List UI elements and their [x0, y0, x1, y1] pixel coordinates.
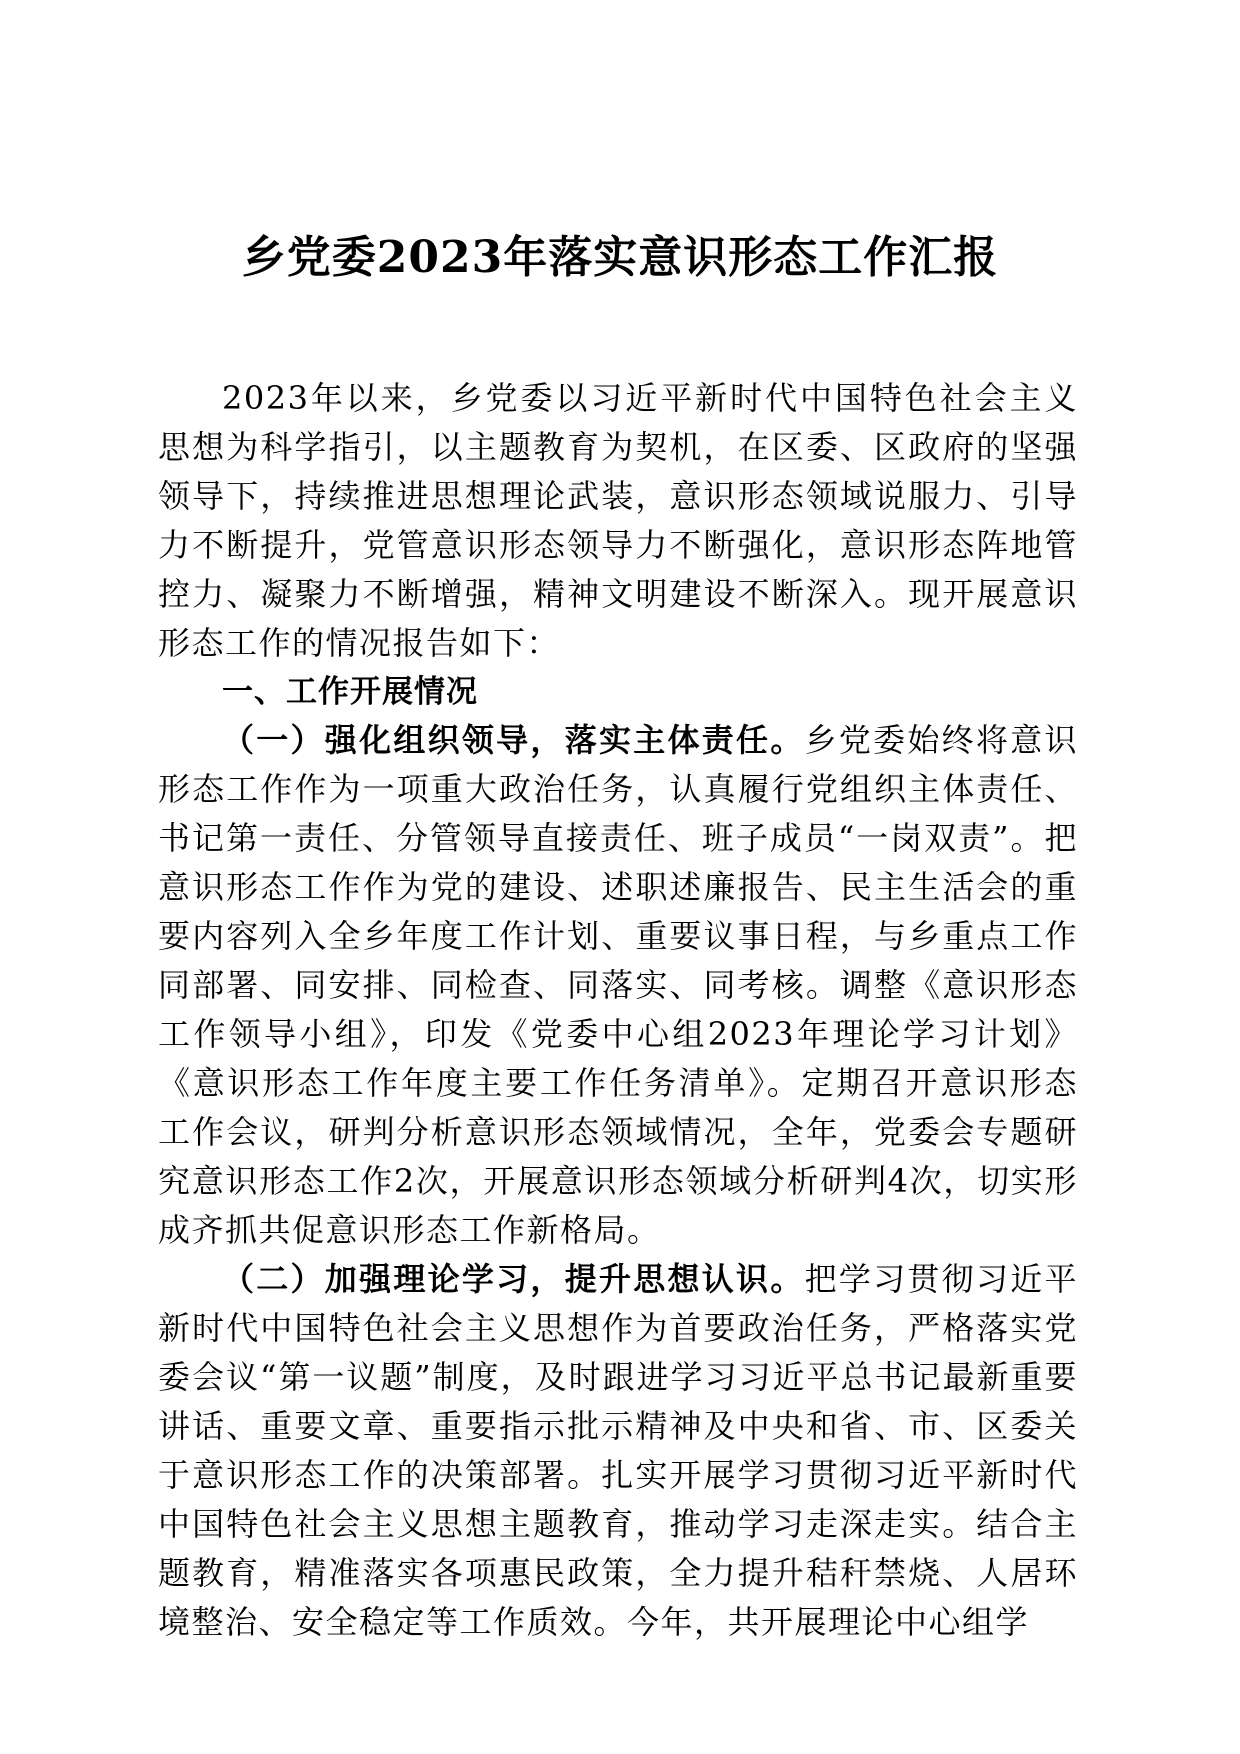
item-text-theory-study: 把学习贯彻习近平新时代中国特色社会主义思想作为首要政治任务，严格落实党委会议“第一议题”制度，及时跟进学习习近平总书记最新重要讲话、重要文章、重要指示批示精神及中央和省、市、区委关于意识形态工作的决策部署。扎实开展学习贯彻习近平新时代中国特色社会主义思想主题教育，推动学习走深走实。结合主题教育，精准落实各项惠民政策，全力提升秸秆禁烧、人居环境整治、安全稳定等工作质效。今年，共开展理论中心组学 — [158, 1260, 1078, 1641]
section-heading-work-progress: 一、工作开展情况 — [222, 674, 478, 710]
item-paragraph-organization-leadership — [158, 716, 1078, 1255]
intro-paragraph: 2023年以来，乡党委以习近平新时代中国特色社会主义思想为科学指引，以主题教育为契机，在区委、区政府的坚强领导下，持续推进思想理论武装，意识形态领域说服力、引导力不断提升，党管意识形态领导力不断强化，意识形态阵地管控力、凝聚力不断增强，精神文明建设不断深入。现开展意识形态工作的情况报告如下： — [158, 379, 1078, 662]
document-body — [158, 374, 1078, 1647]
item-text-organization-leadership: 乡党委始终将意识形态工作作为一项重大政治任务，认真履行党组织主体责任、书记第一责任、分管领导直接责任、班子成员“一岗双责”。把意识形态工作作为党的建设、述职述廉报告、民主生活会的重要内容列入全乡年度工作计划、重要议事日程，与乡重点工作同部署、同安排、同检查、同落实、同考核。调整《意识形态工作领导小组》，印发《党委中心组2023年理论学习计划》《意识形态工作年度主要工作任务清单》。定期召开意识形态工作会议，研判分析意识形态领域情况，全年，党委会专题研究意识形态工作2次，开展意识形态领域分析研判4次，切实形成齐抓共促意识形态工作新格局。 — [158, 721, 1078, 1249]
item-paragraph-theory-study — [158, 1255, 1078, 1647]
document-title: 乡党委2023年落实意识形态工作汇报 — [241, 232, 999, 283]
item-heading-theory-study: （二）加强理论学习，提升思想认识。 — [222, 1260, 805, 1298]
item-heading-organization-leadership: （一）强化组织领导，落实主体责任。 — [222, 721, 805, 759]
